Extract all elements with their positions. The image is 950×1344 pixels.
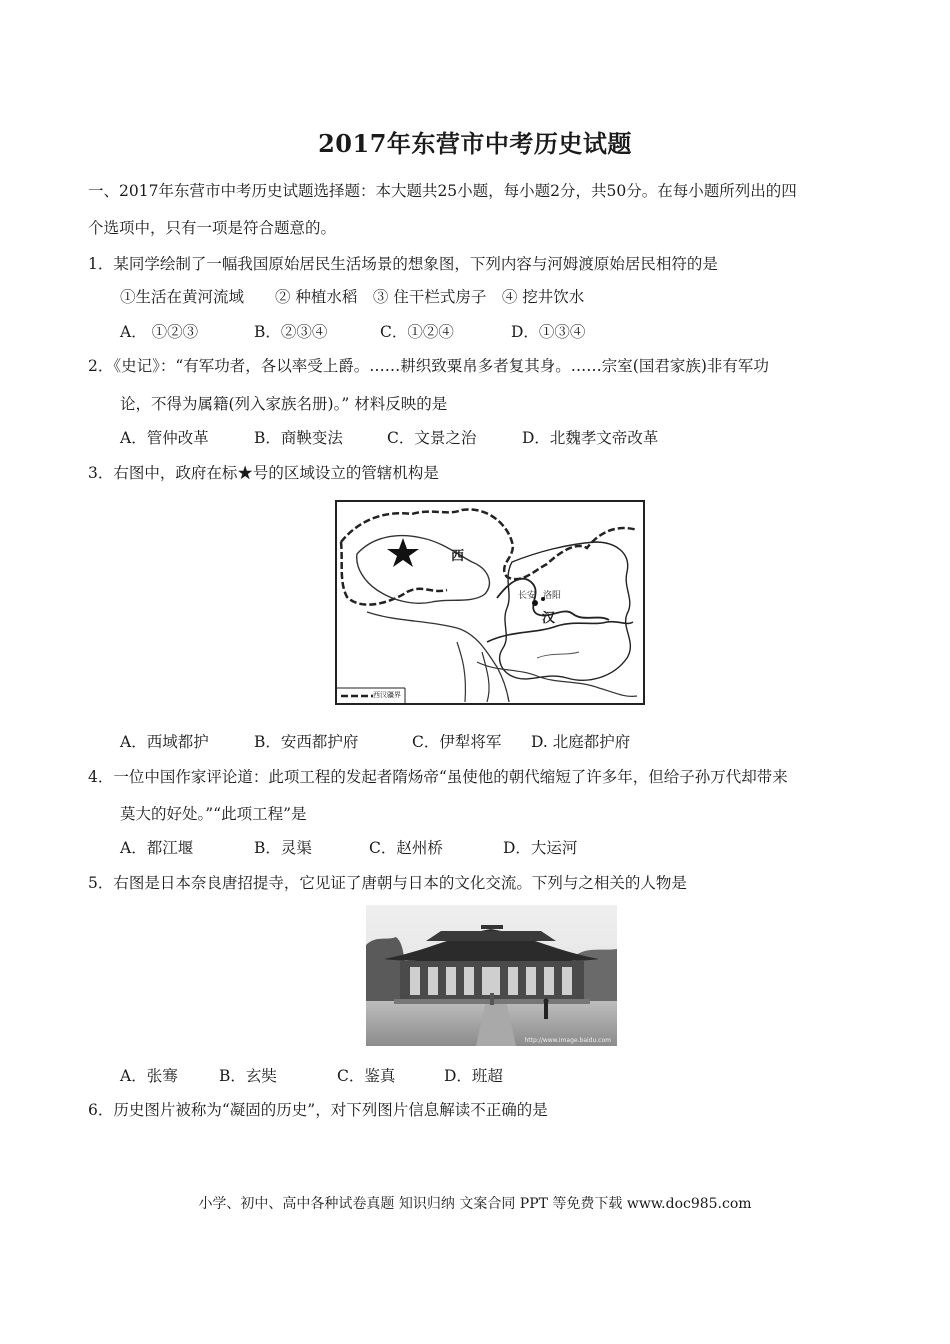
q2-option-d: D．北魏孝文帝改革: [522, 429, 659, 447]
q3-option-b: B．安西都护府: [254, 733, 359, 751]
q4-stem-line-2: 莫大的好处。”“此项工程”是: [120, 805, 307, 823]
q1-option-d: D．①③④: [511, 323, 586, 341]
q1-option-a: A． ①②③: [120, 323, 199, 341]
q4-stem-line-1: 4．一位中国作家评论道：此项工程的发起者隋炀帝“虽使他的朝代缩短了许多年，但给子孙万代却带来: [88, 768, 788, 786]
star-marker-icon: [387, 538, 419, 567]
q3-option-a: A．西域都护: [120, 733, 209, 751]
map-label-han: 汉: [542, 611, 556, 626]
map-label-changan: 长安: [518, 591, 537, 601]
toshodaiji-temple-photo: [366, 905, 617, 1046]
q3-option-c: C．伊犁将军: [412, 733, 502, 751]
q5-option-b: B．玄奘: [219, 1067, 277, 1085]
western-han-map: [335, 500, 645, 705]
q2-stem-line-1: 2．《史记》：“有军功者，各以率受上爵。……耕织致粟帛多者复其身。……宗室(国君家族)非有军功: [88, 357, 769, 375]
intro-line-2: 个选项中，只有一项是符合题意的。: [88, 219, 337, 237]
q5-option-c: C．鉴真: [337, 1067, 396, 1085]
intro-line-1: 一、2017年东营市中考历史试题选择题：本大题共25小题，每小题2分，共50分。在每小题所列出的四: [88, 182, 797, 200]
q2-option-a: A．管仲改革: [120, 429, 209, 447]
map-label-luoyang: 洛阳: [543, 591, 562, 601]
q2-option-b: B．商鞅变法: [254, 429, 343, 447]
q5-stem: 5．右图是日本奈良唐招提寺，它见证了唐朝与日本的文化交流。下列与之相关的人物是: [88, 874, 687, 892]
q1-statements: ①生活在黄河流域 ② 种植水稻 ③ 住干栏式房子 ④ 挖井饮水: [120, 288, 585, 306]
q2-option-c: C．文景之治: [387, 429, 477, 447]
q3-option-d: D. 北庭都护府: [531, 733, 631, 751]
q5-option-d: D．班超: [444, 1067, 503, 1085]
q3-stem: 3．右图中，政府在标★号的区域设立的管辖机构是: [88, 464, 439, 482]
q2-stem-line-2: 论，不得为属籍(列入家族名册)。” 材料反映的是: [120, 395, 448, 413]
q4-option-d: D．大运河: [503, 839, 578, 857]
q4-option-a: A．都江堰: [120, 839, 194, 857]
page-footer: 小学、初中、高中各种试卷真题 知识归纳 文案合同 PPT 等免费下载 www.doc985.com: [198, 1196, 752, 1212]
page-title: 2017年东营市中考历史试题: [318, 129, 632, 158]
photo-watermark: http://www.image.baidu.com: [524, 1037, 611, 1044]
q5-option-a: A．张骞: [120, 1067, 178, 1085]
q1-option-b: B．②③④: [254, 323, 328, 341]
q4-option-c: C．赵州桥: [369, 839, 443, 857]
q4-option-b: B．灵渠: [254, 839, 312, 857]
map-drawing: [337, 502, 643, 703]
temple-photo-drawing: [366, 905, 617, 1046]
q1-option-c: C．①②④: [380, 323, 454, 341]
q1-stem: 1．某同学绘制了一幅我国原始居民生活场景的想象图，下列内容与河姆渡原始居民相符的是: [88, 255, 718, 273]
q6-stem: 6．历史图片被称为“凝固的历史”，对下列图片信息解读不正确的是: [88, 1101, 548, 1119]
map-legend-label: 西汉疆界: [373, 691, 401, 699]
map-label-xi: 西: [451, 549, 465, 564]
